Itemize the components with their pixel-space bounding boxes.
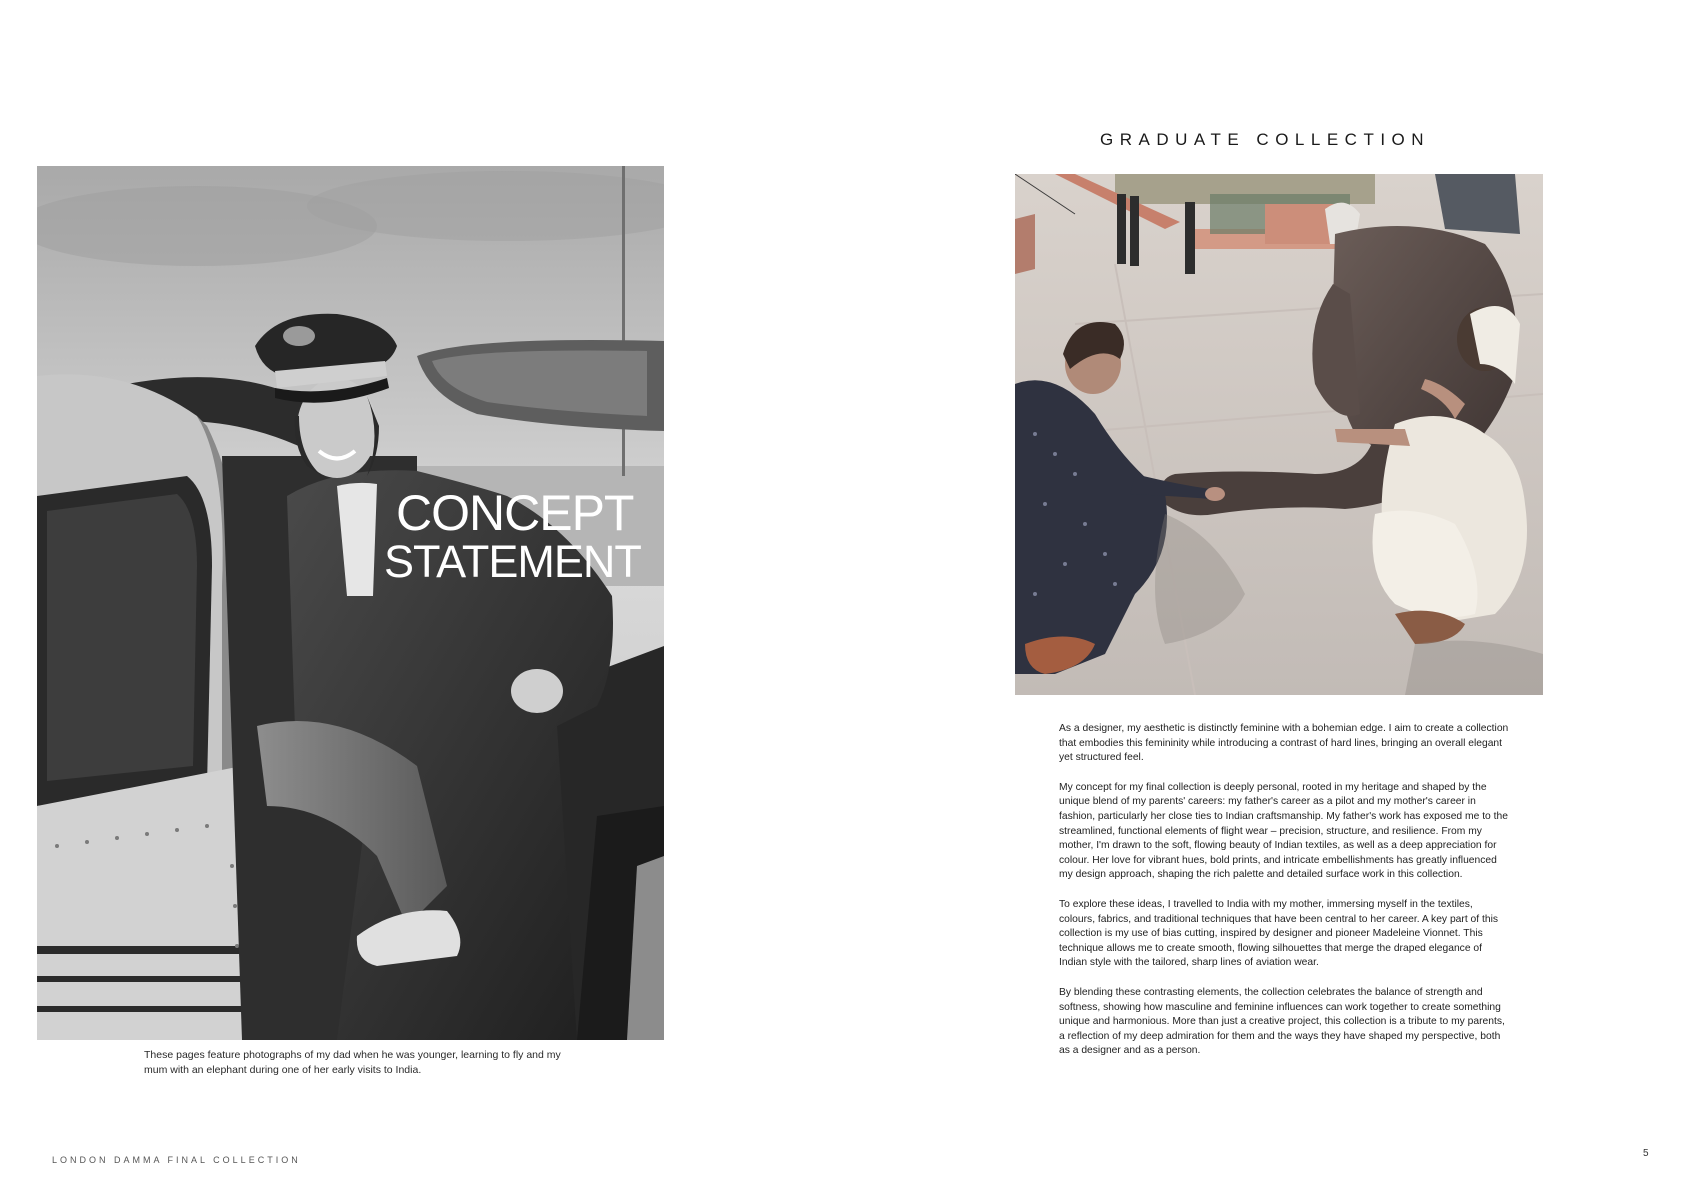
concept-statement-title (384, 485, 641, 587)
concept-statement-body (1059, 722, 1511, 1074)
concept-title-line2: STATEMENT (384, 536, 641, 587)
footer-collection-label: LONDON DAMMA FINAL COLLECTION (52, 1155, 301, 1165)
body-paragraph: To explore these ideas, I travelled to India with my mother, immersing myself in the textiles, colours, fabrics, and traditional techniques that have been central to her career. A key part of this collection is my use of bias cutting, inspired by designer and pioneer Madeleine Vionnet. This technique allows me to create smooth, flowing silhouettes that merge the draped elegance of Indian style with the tailored, sharp lines of aviation wear. (1059, 898, 1499, 969)
body-paragraph: My concept for my final collection is deeply personal, rooted in my heritage and shaped by the unique blend of my parents' careers: my father's career as a pilot and my mother's career in fashion, particularly her close ties to Indian craftsmanship. My father's work has exposed me to the streamlined, functional elements of flight wear – precision, structure, and resilience. From my mother, I'm drawn to the soft, flowing beauty of Indian textiles, as well as a deep appreciation for colour. Her love for vibrant hues, bold prints, and intricate embellishments has greatly influenced my design approach, shaping the rich palette and detailed surface work in this collection. (1059, 781, 1508, 881)
photo-caption: These pages feature photographs of my dad when he was younger, learning to fly and my mum with an elephant during one of her early visits to India. (144, 1049, 561, 1076)
elephant-photo (1015, 174, 1543, 695)
graduate-collection-heading: GRADUATE COLLECTION (1100, 130, 1431, 149)
body-paragraph: As a designer, my aesthetic is distinctly feminine with a bohemian edge. I aim to create a collection that embodies this femininity while introducing a contrast of hard lines, bringing an overall elegant yet structured feel. (1059, 723, 1509, 764)
page-number: 5 (1643, 1148, 1649, 1159)
pilot-photo (37, 166, 664, 1040)
body-paragraph: By blending these contrasting elements, the collection celebrates the balance of strength and softness, showing how masculine and feminine influences can work together to create something unique and harmonious. More than just a creative project, this collection is a tribute to my parents, a reflection of my deep admiration for them and the ways they have shaped my perspective, both as a designer and as a person. (1059, 986, 1505, 1057)
concept-title-line1: CONCEPT (396, 485, 634, 541)
